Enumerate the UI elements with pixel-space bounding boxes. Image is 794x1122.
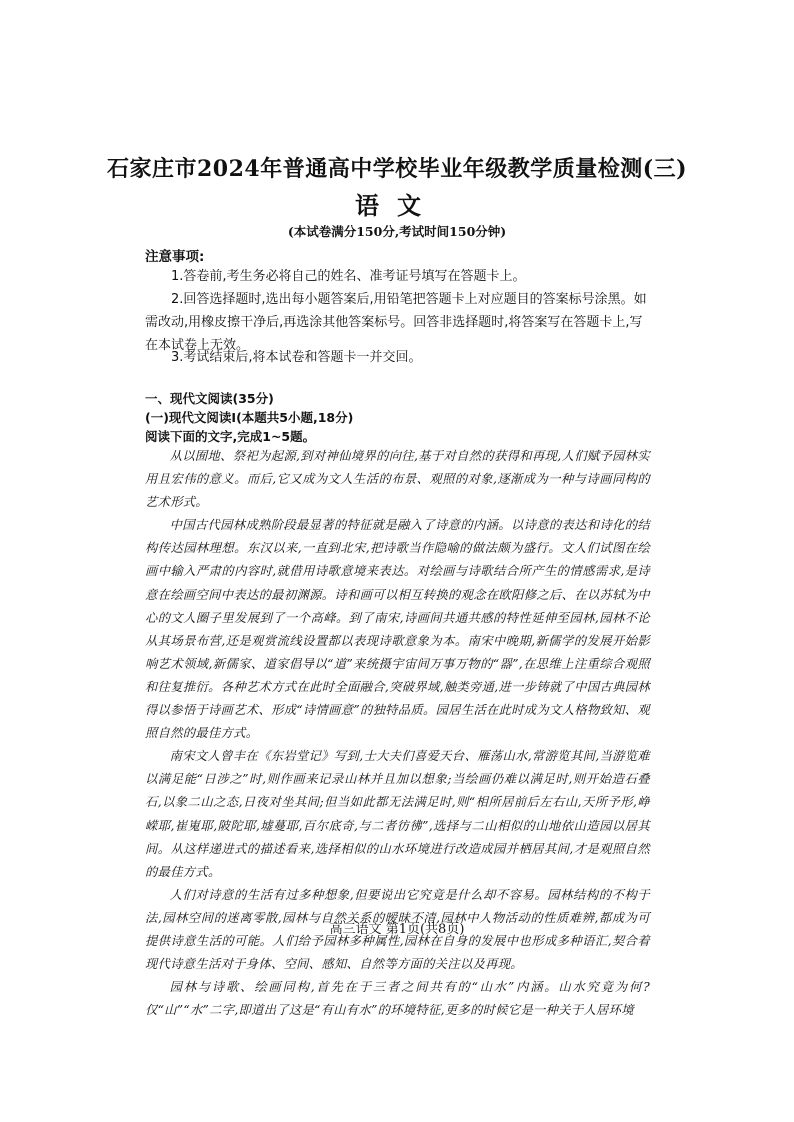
passage-paragraph: 从以囿地、祭祀为起源,到对神仙境界的向往,基于对自然的获得和再现,人们赋予园林实用且宏伟的意义。而后,它又成为文人生活的布景、观照的对象,逐渐成为一种与诗画同构的艺术形式。: [145, 449, 650, 510]
notice-item-2: 2.回答选择题时,选出每小题答案后,用铅笔把答题卡上对应题目的答案标号涂黑。如需改动,用橡皮擦干净后,再选涂其他答案标号。回答非选择题时,将答案写在答题卡上,写在本试卷上无效。: [145, 292, 647, 353]
notice-heading: 注意事项:: [145, 249, 205, 265]
notice-item-3: 3.考试结束后,将本试卷和答题卡一并交回。: [171, 350, 422, 365]
passage-paragraph: 南宋文人曾丰在《东岩堂记》写到,士大夫们喜爱天台、雁荡山水,常游览其间,当游览难以满足能“日涉之”时,则作画来记录山林并且加以想象;当绘画仍难以满足时,则开始造石叠石,以象二山之态,日夜对坐其间;但当如此都无法满足时,则“相所居前后左右山,天所予形,峥嵘耶,崔嵬耶,陂陀耶,墟蔓耶,百尔底奇,与二者彷彿”,选择与二山相似的山地依山造园以居其间。从这样递进式的描述看来,选择相似的山水环境进行改造成园并栖居其间,才是观照自然的最佳方式。: [145, 749, 650, 879]
section-part-heading: 一、现代文阅读(35分): [145, 391, 274, 406]
notice-item-1: 1.答卷前,考生务必将自己的姓名、准考证号填写在答题卡上。: [171, 269, 526, 284]
reading-instruction: 阅读下面的文字,完成1~5题。: [145, 429, 316, 444]
passage-paragraph: 人们对诗意的生活有过多种想象,但要说出它究竟是什么却不容易。园林结构的不构于法,园林空间的迷离零散,园林与自然关系的暧昧不清,园林中人物活动的性质难辨,都成为可提供诗意生活的可能。人们给予园林多种属性,园林在自身的发展中也形成多种语汇,契合着现代诗意生活对于身体、空间、感知、自然等方面的关注以及再现。: [145, 887, 650, 972]
subject-title: 语文: [355, 191, 439, 220]
section-sub-heading: (一)现代文阅读Ⅰ(本题共5小题,18分): [145, 410, 354, 425]
score-note: (本试卷满分150分,考试时间150分钟): [287, 224, 507, 239]
page-footer: 高三语文 第1页(共8页): [329, 922, 465, 937]
passage-paragraph: 园林与诗歌、绘画同构,首先在于三者之间共有的“山水”内涵。山水究竟为何?仅“山”“水”二字,即道出了这是“有山有水”的环境特征,更多的时候它是一种关于人居环境: [145, 980, 650, 1018]
exam-title: 石家庄市2024年普通高中学校毕业年级教学质量检测(三): [106, 156, 688, 182]
passage-paragraph: 中国古代园林成熟阶段最显著的特征就是融入了诗意的内涵。以诗意的表达和诗化的结构传达园林理想。东汉以来,一直到北宋,把诗歌当作隐喻的做法颇为盛行。文人们试图在绘画中输入严肃的内容时,就借用诗歌意境来表达。对绘画与诗歌结合所产生的情感需求,是诗意在绘画空间中表达的最初渊源。诗和画可以相互转换的观念在欧阳修之后、在以苏轼为中心的文人圈子里发展到了一个高峰。到了南宋,诗画间共通共感的特性延伸至园林,园林不论从其场景布营,还是观赏流线设置都以表现诗歌意象为本。南宋中晚期,新儒学的发展开始影响艺术领域,新儒家、道家倡导以“道”来统摄宇宙间万事万物的“器”,在思维上注重综合观照和往复推衍。各种艺术方式在此时全面融合,突破界域,触类旁通,进一步铸就了中国古典园林得以参悟于诗画艺术、形成“诗情画意”的独特品质。园居生活在此时成为文人格物致知、观照自然的最佳方式。: [145, 518, 650, 741]
